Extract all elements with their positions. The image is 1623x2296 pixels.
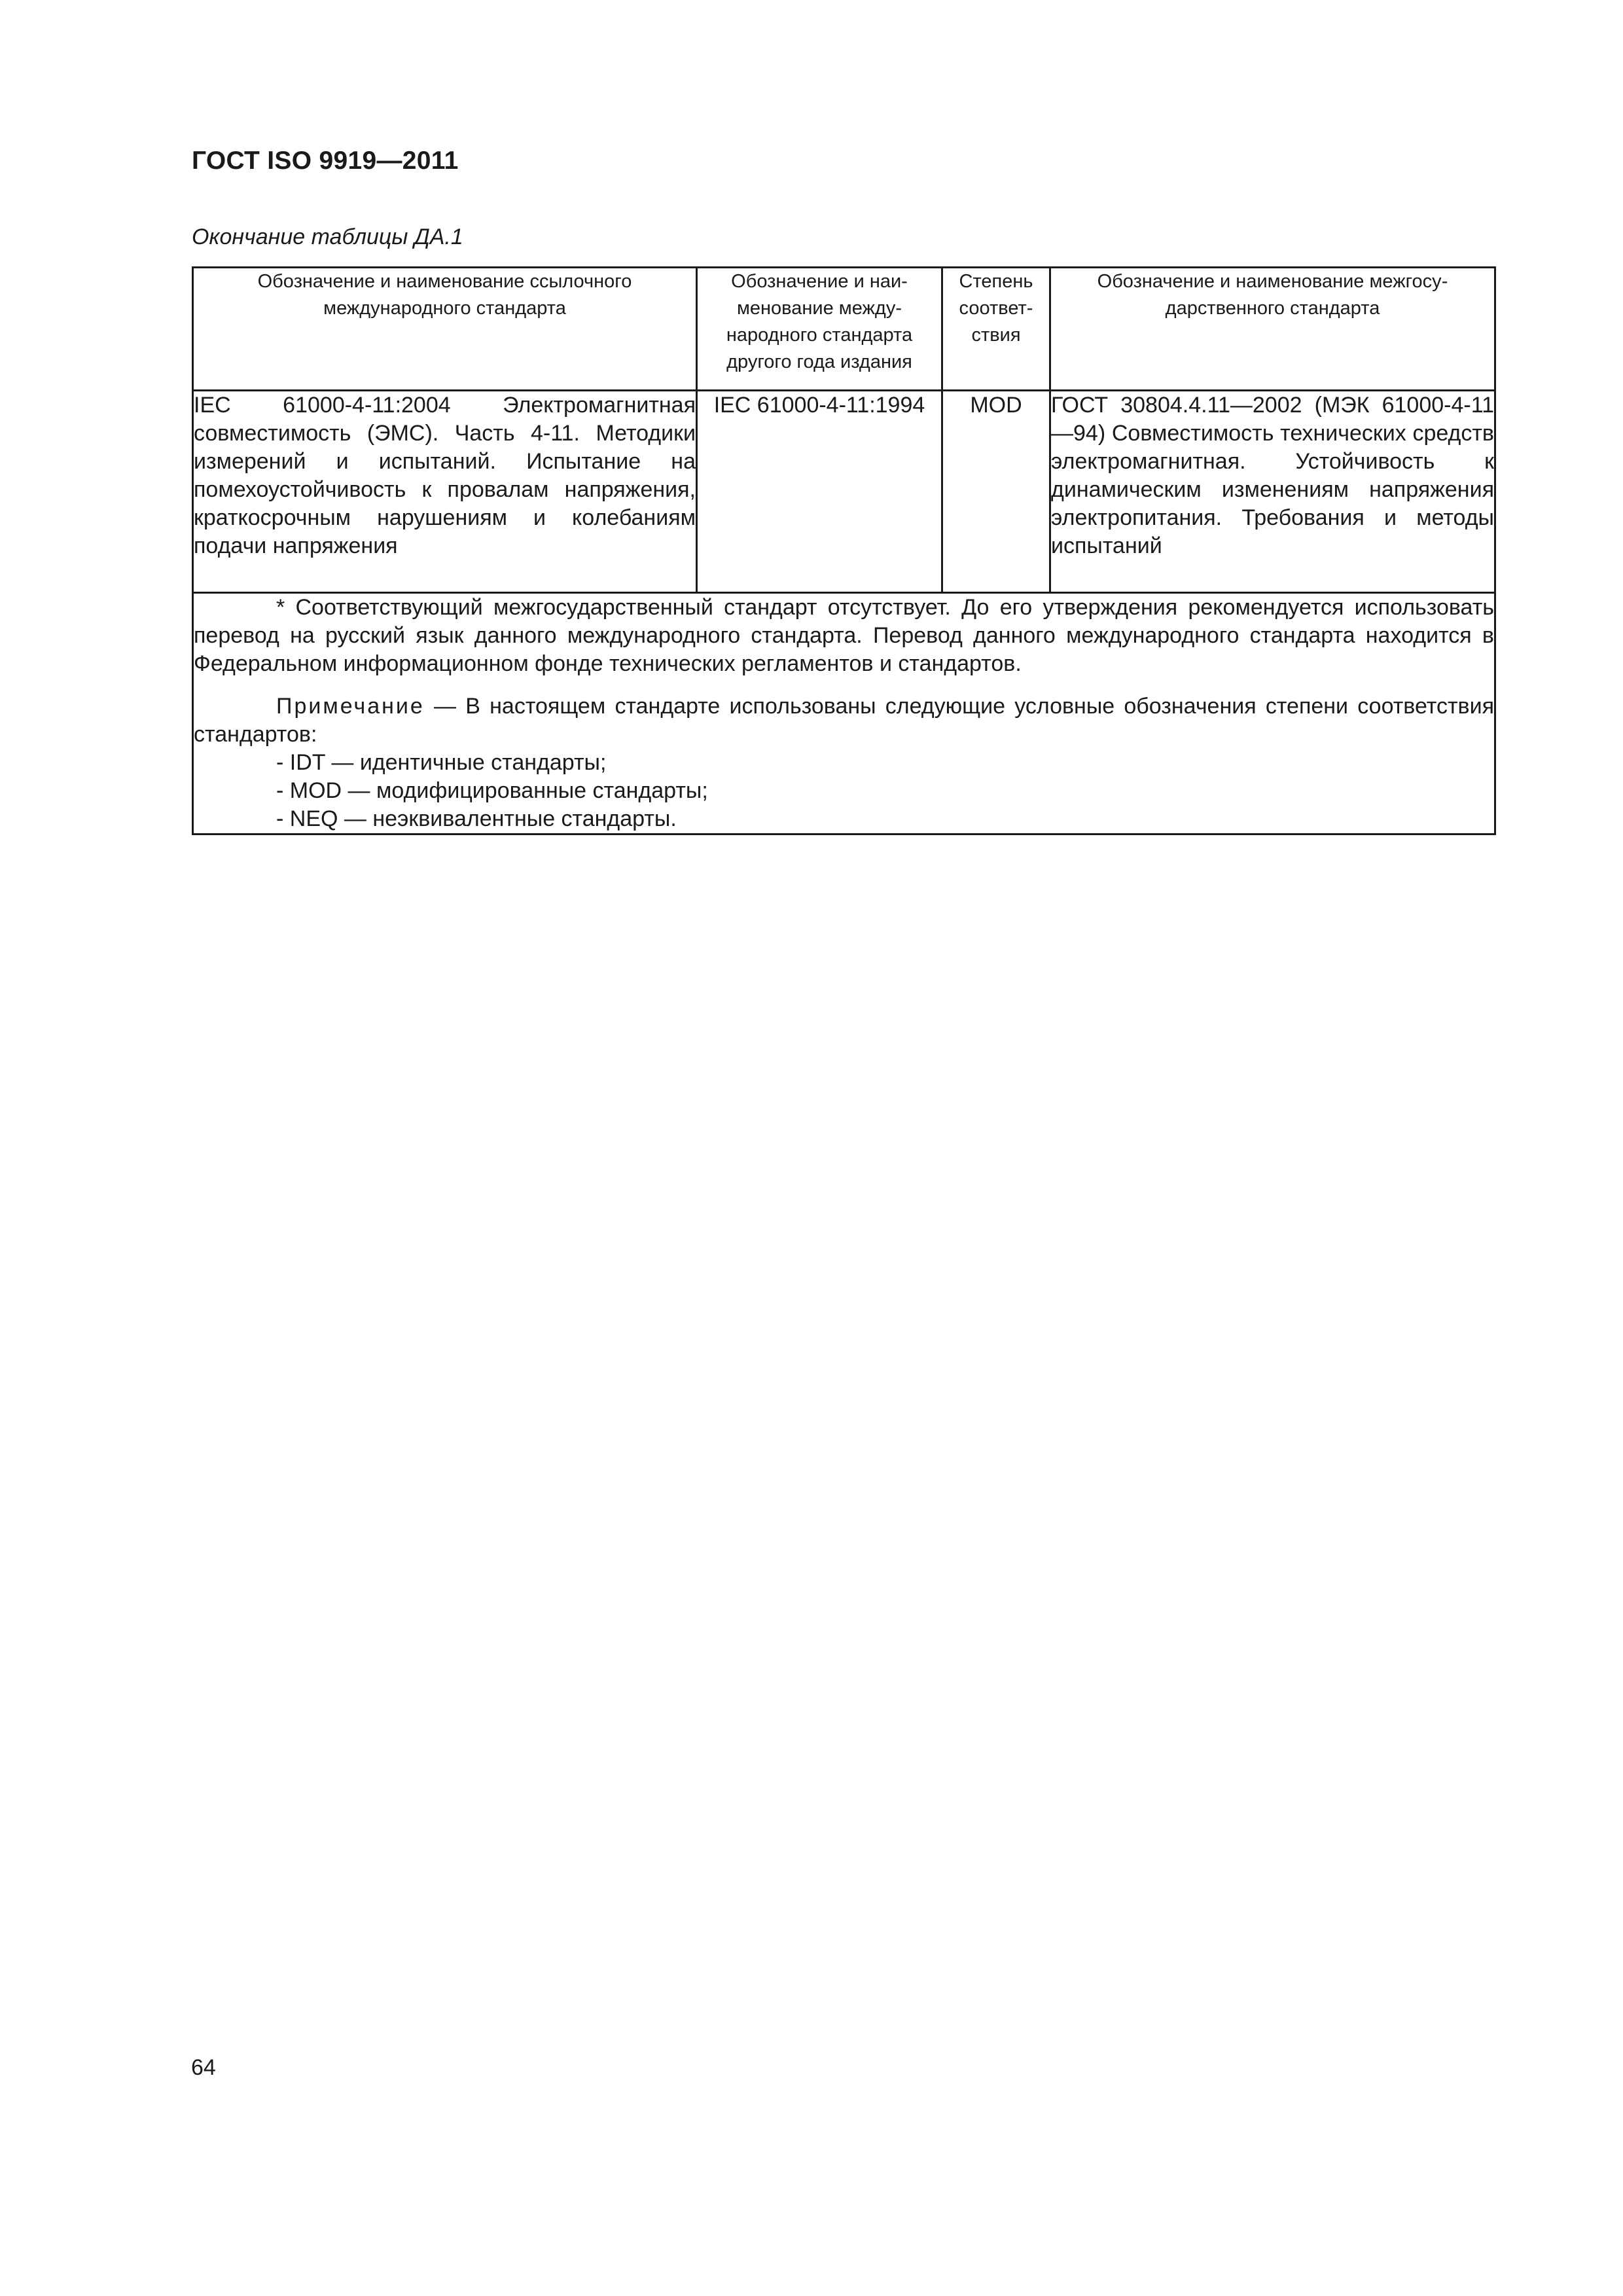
header-interstate-standard: Обозначение и наименование межгосударственного стандарта (1050, 268, 1495, 391)
note-label: Примечание (276, 694, 425, 719)
table-notes-row (193, 593, 1495, 834)
table-header-row (193, 268, 1495, 391)
notes-cell (193, 593, 1495, 834)
footnote: * Соответствующий межгосударственный стандарт отсутствует. До его утверждения рекомендуется использовать перевод на русский язык данного международного стандарта. Перевод данного международного стандарта находится в Федеральном информационном фонде технических регламентов и стандартов. (194, 595, 1494, 676)
table-row (193, 391, 1495, 593)
header-other-year-standard: Обозначение и наименование международного стандарта другого года издания (697, 268, 942, 391)
header-degree: Степень соответствия (942, 268, 1050, 391)
cell-interstate-standard: ГОСТ 30804.4.11—2002 (МЭК 61000-4-11—94) Совместимость технических средств электромагнитная. Устойчивость к динамическим изменениям напряжения электропитания. Требования и методы испытаний (1050, 391, 1495, 593)
cell-degree: MOD (942, 391, 1050, 593)
standards-table (192, 266, 1496, 835)
list-item: - IDT — идентичные стандарты; (276, 750, 607, 775)
page-number: 64 (191, 2055, 216, 2080)
cell-other-year-standard: IEC 61000-4-11:1994 (697, 391, 942, 593)
cell-intl-standard: IEC 61000-4-11:2004 Электромагнитная совместимость (ЭМС). Часть 4-11. Методики измерений и испытаний. Испытание на помехоустойчивость к провалам напряжения, краткосрочным нарушениям и колебаниям подачи напряжения (193, 391, 697, 593)
note (194, 692, 1494, 749)
header-intl-standard: Обозначение и наименование ссылочного международного стандарта (193, 268, 697, 391)
list-item: - MOD — модифицированные стандарты; (276, 778, 708, 803)
note-text: — В настоящем стандарте использованы следующие условные обозначения степени соответствия стандартов: (194, 694, 1494, 747)
document-title: ГОСТ ISO 9919—2011 (192, 147, 459, 175)
list-item: - NEQ — неэквивалентные стандарты. (276, 806, 677, 831)
table-caption: Окончание таблицы ДА.1 (192, 224, 463, 249)
